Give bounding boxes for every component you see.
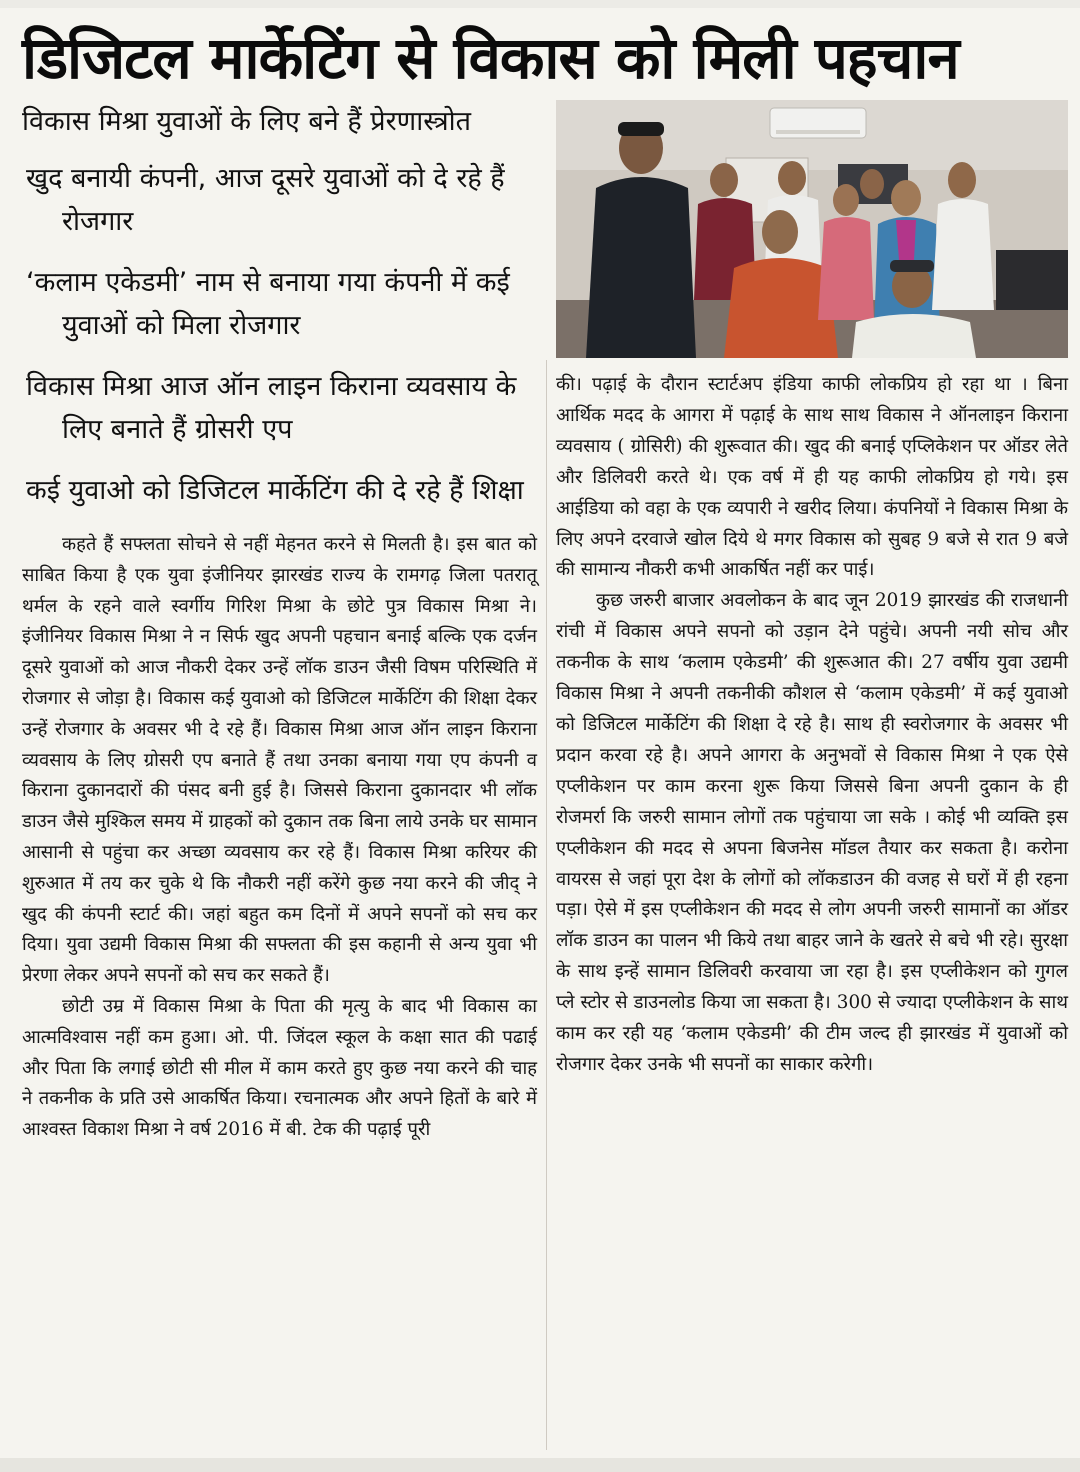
highlight-item: विकास मिश्रा युवाओं के लिए बने हैं प्रेरणास्त्रोत [22,106,471,137]
page-top-edge [0,0,1080,8]
article-paragraph: कुछ जरुरी बाजार अवलोकन के बाद जून 2019 झारखंड की राजधानी रांची में विकास अपने सपनो को उड़ान देने पहुंचे। अपनी नयी सोच और तकनीक के साथ ‘कलाम एकेडमी’ की शुरूआत की। 27 वर्षीय युवा उद्यमी विकास मिश्रा ने अपनी तकनीकी कौशल से ‘कलाम एकेडमी’ में कई युवाओ को डिजिटल मार्केटिंग की शिक्षा दे रहे है। साथ ही स्वरोजगार के अवसर भी प्रदान करवा रहे है। अपने आगरा के अनुभवों से विकास मिश्रा ने एक ऐसे एप्लीकेशन पर काम करना शुरू किया जिससे बिना अपनी दुकान के ही रोजमर्रा कि जरुरी सामान लोगों तक पहुंचाया जा सके । कोई भी व्यक्ति इस एप्लीकेशन की मदद से अपना बिजनेस मॉडल तैयार कर सकता है। करोना वायरस से जहां पूरा देश के लोगों को लॉकडाउन की वजह से घरों में ही रहना पड़ा। ऐसे में इस एप्लीकेशन की मदद से लोग अपनी जरुरी सामानों का ऑडर लॉक डाउन का पालन भी किये तथा बाहर जाने के खतरे से बचे भी रहे। सुरक्षा के साथ इन्हें सामान डिलिवरी करवाया जा रहा है। इस एप्लीकेशन को गुगल प्ले स्टोर से डाउनलोड किया जा सकता है। 300 से ज्यादा एप्लीकेशन के साथ काम कर रही यह ‘कलाम एकेडमी’ की टीम जल्द ही झारखंड में युवाओं को रोजगार देकर उनके भी सपनों का साकार करेगी। [556,590,1068,1075]
article-paragraph: कहते हैं सफ्लता सोचने से नहीं मेहनत करने से मिलती है। इस बात को साबित किया है एक युवा इंजीनियर झारखंड राज्य के रामगढ़ जिला पतरातू थर्मल के रहने वाले स्वर्गीय गिरिश मिश्रा के छोटे पुत्र विकास मिश्रा ने। इंजीनियर विकास मिश्रा ने न सिर्फ खुद अपनी पहचान बनाई बल्कि एक दर्जन दूसरे युवाओं को आज नौकरी देकर उन्हें लॉक डाउन जैसी विषम परिस्थिति में रोजगार से जोड़ा है। विकास कई युवाओ को डिजिटल मार्केटिंग की शिक्षा देकर उन्हें रोजगार के अवसर भी दे रहे हैं। विकास मिश्रा आज ऑन लाइन किराना व्यवसाय के लिए ग्रोसरी एप बनाते हैं तथा उनका बनाया गया एप कंपनी व किराना दुकानदारों की पंसद बनी हुई है। जिससे किराना दुकानदार भी लॉक डाउन जैसे मुश्किल समय में ग्राहकों को दुकान तक बिना लाये उनके घर सामान आसानी से पहुंचा कर अच्छा व्यवसाय कर रहे हैं। विकास मिश्रा करियर की शुरुआत में तय कर चुके थे कि नौकरी नहीं करेंगे कुछ नया करने की जीद् ने खुद की कंपनी स्टार्ट की। जहां बहुत कम दिनों में अपने सपनों को सच कर दिया। युवा उद्यमी विकास मिश्रा की सफ्लता की इस कहानी से अन्य युवा भी प्रेरणा लेकर अपने सपनों को सच कर सकते हैं। [22,534,537,987]
headline: डिजिटल मार्केटिंग से विकास को मिली पहचान [22,24,959,92]
team-photo-illustration [556,100,1068,358]
highlight-item: कई युवाओ को डिजिटल मार्केटिंग की दे रहे हैं शिक्षा [26,475,524,506]
highlight-list [22,100,537,512]
column-divider [546,360,547,1450]
highlight-item: खुद बनायी कंपनी, आज दूसरे युवाओं को दे रहे हैं रोजगार [26,163,505,237]
article-paragraph: छोटी उम्र में विकास मिश्रा के पिता की मृत्यु के बाद भी विकास का आत्मविश्वास नहीं कम हुआ। ओ. पी. जिंदल स्कूल के कक्षा सात की पढाई और पिता कि लगाई छोटी सी मील में काम करते हुए कुछ नया करने की चाह ने तकनीक के प्रति उसे आकर्षित किया। रचनात्मक और अपने हितों के बारे में आश्वस्त विकाश मिश्रा ने वर्ष 2016 में बी. टेक की पढ़ाई पूरी [22,995,537,1141]
highlight-item: विकास मिश्रा आज ऑन लाइन किराना व्यवसाय के लिए बनाते हैं ग्रोसरी एप [26,371,517,445]
left-column [22,100,537,1146]
team-photo [556,100,1068,358]
highlight-item: ‘कलाम एकेडमी’ नाम से बनाया गया कंपनी में कई युवाओं को मिला रोजगार [26,267,510,341]
article-paragraph: की। पढ़ाई के दौरान स्टार्टअप इंडिया काफी लोकप्रिय हो रहा था । बिना आर्थिक मदद के आगरा में पढ़ाई के साथ साथ विकास ने ऑनलाइन किराना व्यवसाय ( ग्रोसिरी) की शुरूवात की। खुद की बनाई एप्लिकेशन पर ऑडर लेते और डिलिवरी करते थे। एक वर्ष में ही यह काफी लोकप्रिय हो गये। इस आईडिया को वहा के एक व्यपारी ने खरीद लिया। कंपनियों ने विकास मिश्रा के लिए अपने दरवाजे खोल दिये थे मगर विकास को सुबह 9 बजे से रात 9 बजे की सामान्य नौकरी कभी आकर्षित नहीं कर पाई। [556,374,1068,581]
article-body-right [556,370,1068,1081]
article-body-left [22,530,537,1146]
right-column [556,100,1068,1081]
page-bottom-edge [0,1458,1080,1472]
